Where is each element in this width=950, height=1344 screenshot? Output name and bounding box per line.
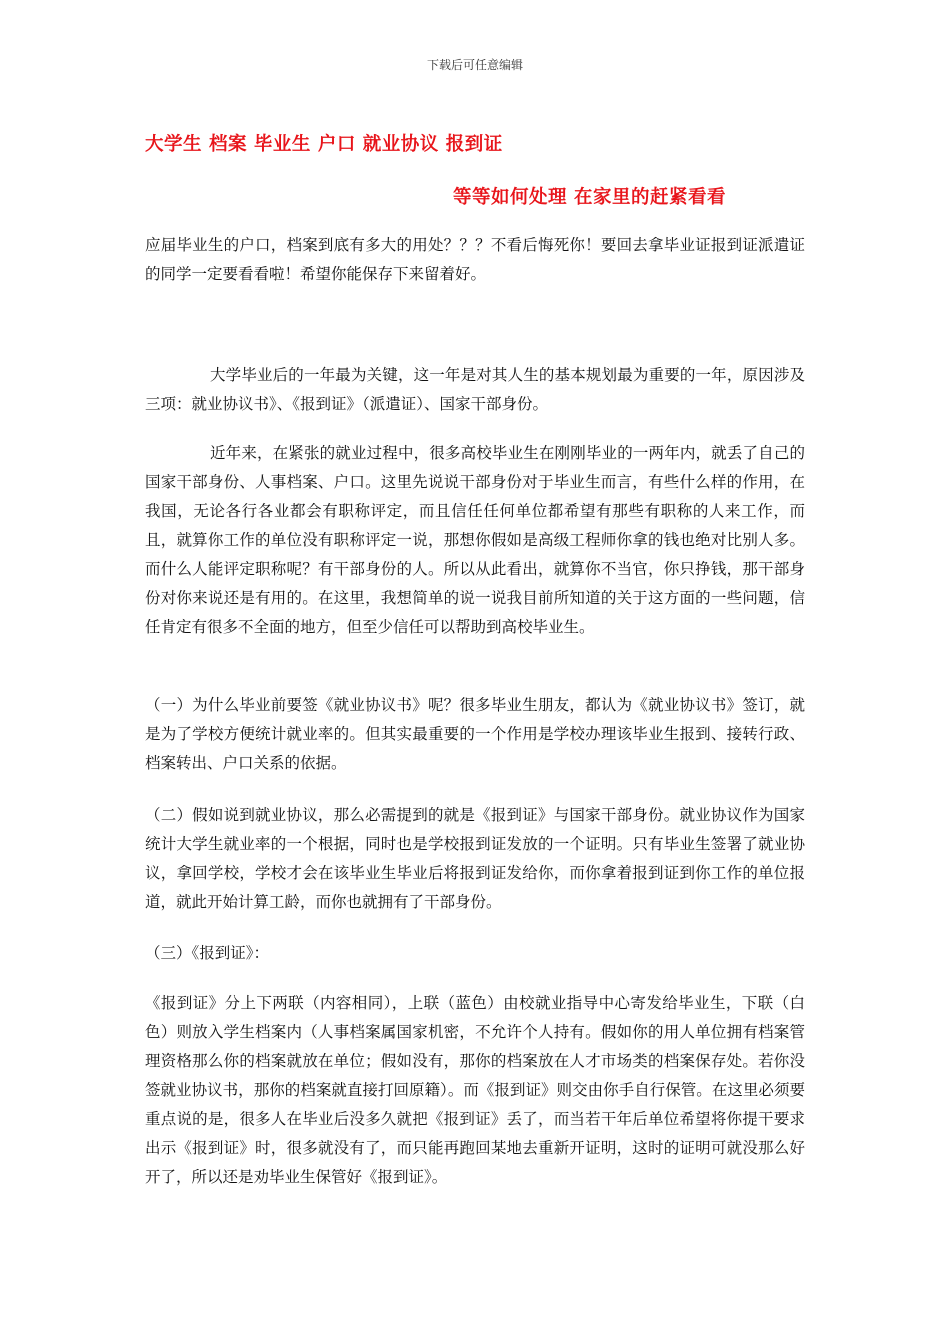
- paragraph-cadre-status: 近年来，在紧张的就业过程中，很多高校毕业生在刚刚毕业的一两年内，就丢了自己的国家干部身份、人事档案、户口。这里先说说干部身份对于毕业生而言，有些什么样的作用，在我国，无论各行各业都会有职称评定，而且信任任何单位都希望有那些有职称的人来工作，而且，就算你工作的单位没有职称评定一说，那想你假如是高级工程师你拿的钱也绝对比别人多。而什么人能评定职称呢？有干部身份的人。所以从此看出，就算你不当官，你只挣钱，那干部身份对你来说还是有用的。在这里，我想简单的说一说我目前所知道的关于这方面的一些问题，信任肯定有很多不全面的地方，但至少信任可以帮助到高校毕业生。: [145, 444, 805, 636]
- paragraph-section-1: （一）为什么毕业前要签《就业协议书》呢？很多毕业生朋友，都认为《就业协议书》签订，就是为了学校方便统计就业率的。但其实最重要的一个作用是学校办理该毕业生报到、接转行政、档案转出、户口关系的依据。: [145, 696, 805, 772]
- title-line-1: 大学生 档案 毕业生 户口 就业协议 报到证: [145, 134, 503, 155]
- paragraph-key-year: 大学毕业后的一年最为关键，这一年是对其人生的基本规划最为重要的一年，原因涉及三项：就业协议书》、《报到证》（派遣证）、国家干部身份。: [145, 366, 805, 413]
- intro-paragraph: 应届毕业生的户口，档案到底有多大的用处？？？不看后悔死你！要回去拿毕业证报到证派遣证的同学一定要看看啦！希望你能保存下来留着好。: [145, 236, 805, 283]
- section-3-heading: （三）《报到证》：: [145, 944, 270, 962]
- title-line-2: 等等如何处理 在家里的赶紧看看: [453, 187, 726, 208]
- paragraph-section-3: 《报到证》分上下两联（内容相同），上联（蓝色）由校就业指导中心寄发给毕业生，下联（白色）则放入学生档案内（人事档案属国家机密，不允许个人持有。假如你的用人单位拥有档案管理资格那么你的档案就放在单位；假如没有，那你的档案放在人才市场类的档案保存处。若你没签就业协议书，那你的档案就直接打回原籍）。而《报到证》则交由你手自行保管。在这里必须要重点说的是，很多人在毕业后没多久就把《报到证》丢了，而当若干年后单位希望将你提干要求出示《报到证》时，很多就没有了，而只能再跑回某地去重新开证明，这时的证明可就没那么好开了，所以还是劝毕业生保管好《报到证》。: [145, 994, 805, 1186]
- paragraph-section-2: （二）假如说到就业协议，那么必需提到的就是《报到证》与国家干部身份。就业协议作为国家统计大学生就业率的一个根据，同时也是学校报到证发放的一个证明。只有毕业生签署了就业协议，拿回学校，学校才会在该毕业生毕业后将报到证发给你，而你拿着报到证到你工作的单位报道，就此开始计算工龄，而你也就拥有了干部身份。: [145, 806, 805, 911]
- header-note: 下载后可任意编辑: [426, 58, 523, 72]
